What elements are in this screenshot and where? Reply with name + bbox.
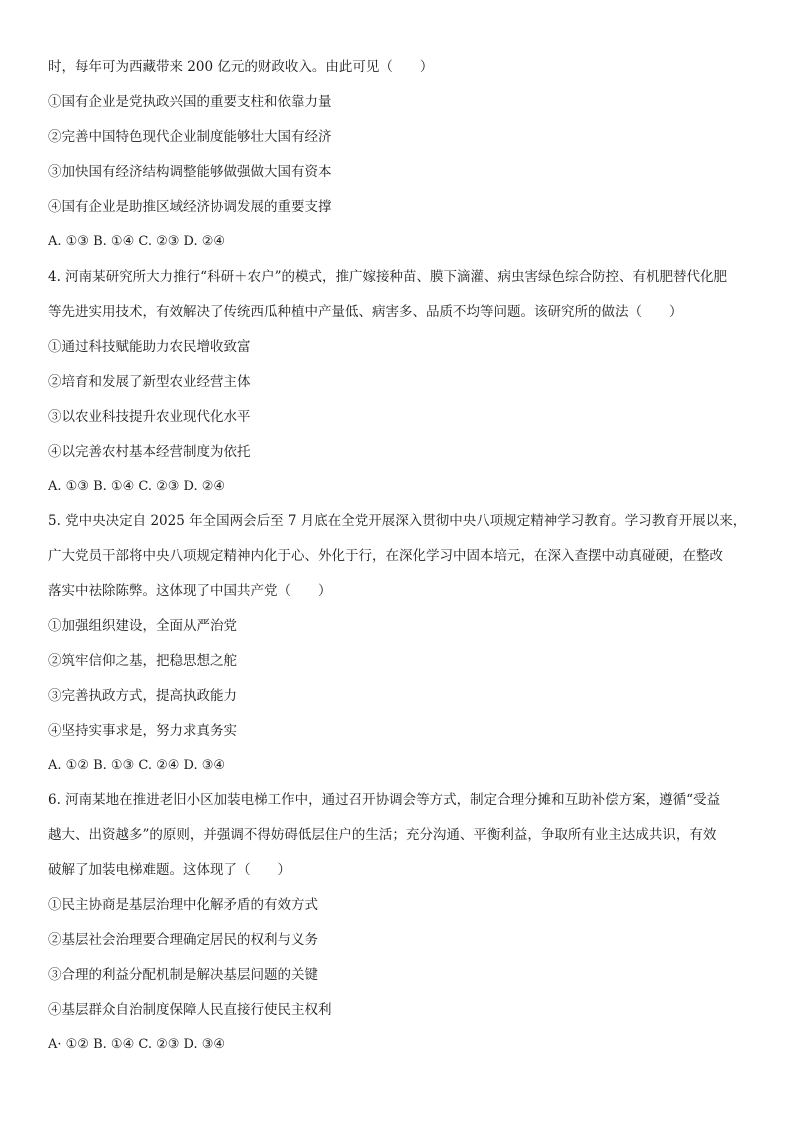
q4-stem-line-2: 等先进实用技术，有效解决了传统西瓜种植中产量低、病害多、品质不均等问题。该研究所的做法（ ） (48, 304, 683, 320)
q5-option-1: ①加强组织建设，全面从严治党 (48, 618, 237, 634)
q4-option-3: ③以农业科技提升农业现代化水平 (48, 409, 251, 425)
q5-stem-line-2: 广大党员干部将中央八项规定精神内化于心、外化于行，在深化学习中固本培元，在深入查摆中动真碰硬，在整改 (48, 548, 723, 564)
q3-option-3: ③加快国有经济结构调整能够做强做大国有资本 (48, 164, 332, 180)
q6-stem-line-2: 越大、出资越多”的原则，并强调不得妨碍低层住户的生活；充分沟通、平衡利益，争取所有业主达成共识，有效 (48, 827, 717, 843)
q3-stem-tail: 时，每年可为西藏带来 200 亿元的财政收入。由此可见（ ） (48, 59, 434, 75)
q3-option-2: ②完善中国特色现代企业制度能够壮大国有经济 (48, 129, 332, 145)
q5-option-3: ③完善执政方式，提高执政能力 (48, 688, 237, 704)
q6-option-3: ③合理的利益分配机制是解决基层问题的关键 (48, 967, 318, 983)
q5-choices: A. ①② B. ①③ C. ②④ D. ③④ (48, 758, 226, 773)
q4-stem-line-1: 4. 河南某研究所大力推行“科研＋农户”的模式，推广嫁接种苗、膜下滴灌、病虫害绿色综合防控、有机肥替代化肥 (48, 269, 727, 285)
q5-option-2: ②筑牢信仰之基，把稳思想之舵 (48, 653, 237, 669)
q6-stem-line-3: 破解了加装电梯难题。这体现了（ ） (48, 862, 291, 878)
q3-option-1: ①国有企业是党执政兴国的重要支柱和依靠力量 (48, 94, 332, 110)
q4-option-2: ②培育和发展了新型农业经营主体 (48, 374, 251, 390)
q4-option-1: ①通过科技赋能助力农民增收致富 (48, 339, 251, 355)
q6-stem-line-1: 6. 河南某地在推进老旧小区加装电梯工作中，通过召开协调会等方式，制定合理分摊和互助补偿方案，遵循“受益 (48, 792, 721, 808)
q4-choices: A. ①③ B. ①④ C. ②③ D. ②④ (48, 479, 226, 494)
q5-option-4: ④坚持实事求是，努力求真务实 (48, 723, 237, 739)
q3-choices: A. ①③ B. ①④ C. ②③ D. ②④ (48, 234, 226, 249)
q3-option-4: ④国有企业是助推区域经济协调发展的重要支撑 (48, 199, 332, 215)
q5-stem-line-1: 5. 党中央决定自 2025 年全国两会后至 7 月底在全党开展深入贯彻中央八项规定精神学习教育。学习教育开展以来， (48, 513, 747, 529)
q4-option-4: ④以完善农村基本经营制度为依托 (48, 444, 251, 460)
q6-choices: A· ①② B. ①④ C. ②③ D. ③④ (48, 1037, 226, 1052)
q6-option-4: ④基层群众自治制度保障人民直接行使民主权利 (48, 1002, 332, 1018)
q6-option-2: ②基层社会治理要合理确定居民的权利与义务 (48, 932, 318, 948)
q5-stem-line-3: 落实中祛除陈弊。这体现了中国共产党（ ） (48, 583, 332, 599)
q6-option-1: ①民主协商是基层治理中化解矛盾的有效方式 (48, 897, 318, 913)
